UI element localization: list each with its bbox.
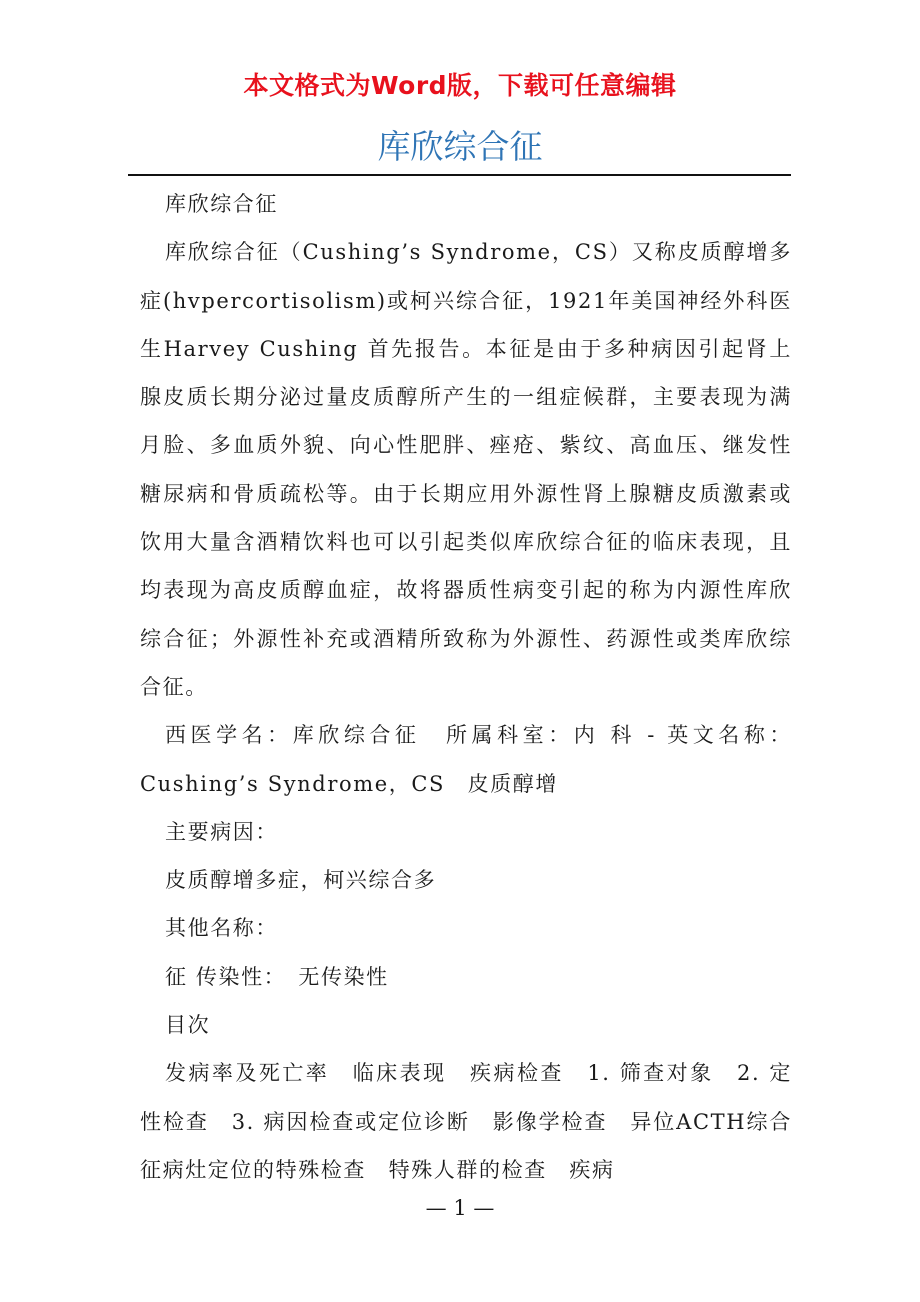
document-body — [140, 180, 792, 1194]
title-divider — [128, 174, 791, 176]
page-number: — 1 — — [425, 1196, 495, 1220]
paragraph-basic-info: 西医学名：库欣综合征 所属科室：内 科 - 英文名称：Cushing’s Syndrome，CS 皮质醇增 — [140, 723, 792, 796]
paragraph-toc-heading: 目次 — [165, 1013, 211, 1038]
paragraph-overview: 库欣综合征（Cushing’s Syndrome，CS）又称皮质醇增多症(hvpercortisolism)或柯兴综合征，1921年美国神经外科医生Harvey Cushing 首先报告。本征是由于多种病因引起肾上腺皮质长期分泌过量皮质醇所产生的一组症候群，主要表现为满月脸、多血质外貌、向心性肥胖、痤疮、紫纹、高血压、继发性糖尿病和骨质疏松等。由于长期应用外源性肾上腺糖皮质激素或饮用大量含酒精饮料也可以引起类似库欣综合征的临床表现，且均表现为高皮质醇血症，故将器质性病变引起的称为内源性库欣综合征；外源性补充或酒精所致称为外源性、药源性或类库欣综合征。 — [140, 240, 792, 699]
document-title: 库欣综合征 — [377, 127, 543, 166]
paragraph-contagion: 征 传染性： 无传染性 — [165, 964, 389, 989]
paragraph-heading: 库欣综合征 — [165, 192, 278, 216]
paragraph-other-names-label: 其他名称： — [165, 916, 278, 941]
paragraph-main-cause-label: 主要病因： — [165, 819, 278, 844]
download-banner: 本文格式为Word版，下载可任意编辑 — [243, 71, 677, 100]
paragraph-toc-items: 发病率及死亡率 临床表现 疾病检查 1. 筛查对象 2. 定性检查 3. 病因检查或定位诊断 影像学检查 异位ACTH综合征病灶定位的特殊检查 特殊人群的检查 疾病 — [140, 1061, 792, 1182]
paragraph-main-cause: 皮质醇增多症，柯兴综合多 — [165, 868, 437, 893]
